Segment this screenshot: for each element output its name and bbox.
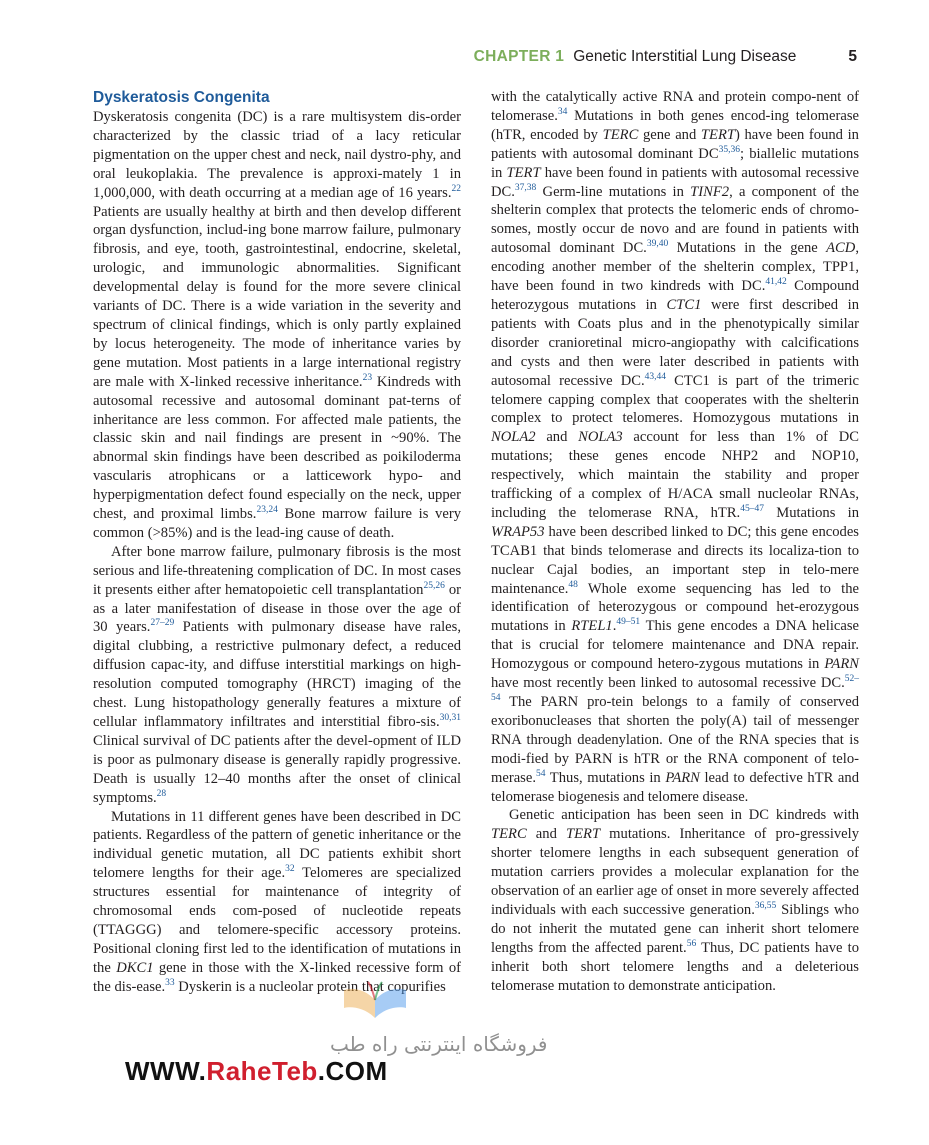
gene-name: TERT xyxy=(700,126,735,143)
watermark-prefix: WWW. xyxy=(125,1056,207,1086)
gene-name: TERT xyxy=(506,164,541,181)
citation-superscript: 32 xyxy=(285,864,295,875)
gene-name: TERC xyxy=(491,826,527,843)
book-logo-icon xyxy=(340,978,410,1024)
paragraph: Mutations in 11 different genes have been described in DC patients. Regardless of the pattern of genetic inheritance or the individual genetic mutation, all DC patients exhibit short telomere lengths for their age.$^{32}$ Telomeres are specialized structures essential for maintenance of integrity of chromosomal ends com-posed of nucleotide repeats (TTAGGG) and telomere-specific accessory proteins. Positional cloning first led to the identification of mutations in the DKC1 gene in those with the X-linked recessive form of the dis-ease.$^{33}$ Dyskerin is a nucleolar protein that copurifies xyxy=(93,808,462,995)
right-column xyxy=(491,88,859,996)
citation-superscript: 43,44 xyxy=(644,371,666,382)
gene-name: NOLA3 xyxy=(578,429,623,446)
citation-superscript: 49–51 xyxy=(616,617,641,628)
paragraph: Genetic anticipation has been seen in DC kindreds with TERC and TERT mutations. Inheritance of pro-gressively shorter telomere lengths in each subsequent generation of mutation carriers provides a molecular explanation for the observation of an earlier age of onset in more severely affected individuals with each successive generation.$^{36,55}$ Siblings who do not inherit the mutated gene can inherit short telomere lengths from the affected parent.$^{56}$ Thus, DC patients have to inherit both short telomere lengths and a deleterious telomerase mutation to demonstrate anticipation. xyxy=(491,807,860,994)
citation-superscript: 45–47 xyxy=(740,504,764,515)
citation-superscript: 36,55 xyxy=(754,901,777,912)
citation-superscript: 39,40 xyxy=(646,239,669,250)
citation-superscript: 41,42 xyxy=(765,277,787,288)
gene-name: WRAP53 xyxy=(491,523,545,540)
section-heading: Dyskeratosis Congenita xyxy=(93,89,270,106)
gene-name: CTC1 xyxy=(666,296,702,313)
gene-name: RTEL1 xyxy=(571,618,613,635)
watermark-suffix: .COM xyxy=(317,1056,388,1086)
chapter-title: Genetic Interstitial Lung Disease xyxy=(573,48,797,65)
watermark-persian: فروشگاه اینترنتی راه طب xyxy=(330,1032,548,1056)
running-header xyxy=(474,47,857,67)
watermark-accent: RaheTeb xyxy=(206,1056,318,1086)
gene-name: TERC xyxy=(602,126,639,143)
paragraph: After bone marrow failure, pulmonary fibrosis is the most serious and life-threatening complication of DC. In most cases it presents either after hematopoietic cell transplantation$^{25,26}$ or as a later manifestation of disease in those over the age of 30 years.$^{27-29}$ Patients with pulmonary disease have rales, digital clubbing, a restrictive pulmonary defect, a reduced diffusion capac-ity, and diffuse interstitial markings on high-resolution computed tomography (HRCT) imaging of the chest. Lung histopathology generally features a mixture of cellular inflammatory infiltrates and interstitial fibro-sis.$^{30,31}$ Clinical survival of DC patients after the devel-opment of ILD is poor as pulmonary disease is generally rapidly progressive. Death is usually 12–40 months after the onset of clinical symptoms.$^{28}$ xyxy=(93,543,462,806)
citation-superscript: 37,38 xyxy=(514,182,537,193)
gene-name: PARN xyxy=(824,656,859,673)
gene-name: TINF2 xyxy=(690,183,730,200)
citation-superscript: 23,24 xyxy=(256,505,278,516)
gene-name: DKC1 xyxy=(116,959,154,976)
paragraph: Dyskeratosis congenita (DC) is a rare multisystem dis-order characterized by the classic triad of a lacy reticular pigmentation on the upper chest and neck, nail dystro-phy, and oral leukoplakia. The prevalence is approxi-mately 1 in 1,000,000, with death occurring at a median age of 16 years.$^{22}$ Patients are usually healthy at birth and then develop different organ dysfunction, includ-ing bone marrow failure, pulmonary fibrosis, and eye, tooth, gastrointestinal, endocrine, skeletal, urologic, and immunologic abnormalities. Significant developmental delay is found for the more severe clinical variants of DC. There is a wide variation in the severity and spectrum of clinical findings, which is only partly explained by locus heterogeneity. The mode of inheritance varies by gene mutation. Most patients in a large international registry are male with X-linked recessive inheritance.$^{23}$ Kindreds with autosomal recessive and autosomal dominant pat-terns of inheritance are less common. For affected male patients, the classic skin and nail findings are present in ~90%. The abnormal skin findings have been described as poikiloderma vascularis atrophicans or a latticework hypo- and hyperpigmentation defect found especially on the neck, upper chest, and proximal limbs.$^{23,24}$ Bone marrow failure is very common (>85%) and is the lead-ing cause of death. xyxy=(93,109,461,541)
citation-superscript: 54 xyxy=(535,768,546,779)
citation-superscript: 25,26 xyxy=(423,580,445,591)
gene-name: NOLA2 xyxy=(491,429,536,446)
left-column xyxy=(93,88,461,997)
gene-name: ACD xyxy=(826,240,856,257)
citation-superscript: 28 xyxy=(156,788,167,799)
citation-superscript: 35,36 xyxy=(718,144,740,155)
citation-superscript: 33 xyxy=(165,977,175,988)
citation-superscript: 48 xyxy=(568,579,578,590)
citation-superscript: 30,31 xyxy=(439,713,461,724)
citation-superscript: 34 xyxy=(557,107,568,118)
paragraph: with the catalytically active RNA and protein compo-nent of telomerase.$^{34}$ Mutations in both genes encod-ing telomerase (hTR, encoded by TERC gene and TERT) have been found in patients with autosomal dominant DC$^{35,36}$; biallelic mutations in TERT have been found in patients with autosomal recessive DC.$^{37,38}$ Germ-line mutations in TINF2, a component of the shelterin complex that protects the telomeric ends of chromo-somes, mostly occur de novo and are found in patients with autosomal dominant DC.$^{39,40}$ Mutations in the gene ACD, encoding another member of the shelterin complex, TPP1, have been found in two kindreds with DC.$^{41,42}$ Compound heterozygous mutations in CTC1 were first described in patients with Coats plus and in the phenotypically similar disorder cranioretinal micro-angiopathy with calcifications and cysts and then were later described in patients with autosomal recessive DC.$^{43,44}$ CTC1 is part of the trimeric telomere capping complex that cooperates with the shelterin complex to protect telomeres. Homozygous mutations in NOLA2 and NOLA3 account for less than 1% of DC mutations; these genes encode NHP2 and NOP10, respectively, which maintain the stability and proper trafficking of a complex of H/ACA small nucleolar RNAs, including the telomerase RNA, hTR.$^{45-47}$ Mutations in WRAP53 have been described linked to DC; this gene encodes TCAB1 that binds telomerase and directs its localiza-tion to nuclear Cajal bodies, an important step in telo-mere maintenance.$^{48}$ Whole exome sequencing has led to the identification of heterozygous or compound het-erozygous mutations in RTEL1.$^{49-51}$ This gene encodes a DNA helicase that is crucial for telomere maintenance and DNA repair. Homozygous or compound hetero-zygous mutations in PARN have most recently been linked to autosomal recessive DC.$^{52-54}$ The PARN pro-tein belongs to a family of conserved exoribonucleases that shorten the poly(A) tail of messenger RNA through deadenylation. One of the RNA species that is modi-fied by PARN is hTR or the RNA component of telo-merase.$^{54}$ Thus, mutations in PARN lead to defective hTR and telomerase biogenesis and telomere disease. xyxy=(491,89,860,805)
page-number: 5 xyxy=(848,48,857,65)
citation-superscript: 22 xyxy=(451,183,461,194)
gene-name: TERT xyxy=(566,826,601,843)
gene-name: PARN xyxy=(665,769,700,786)
citation-superscript: 52–54 xyxy=(491,674,859,704)
citation-superscript: 27–29 xyxy=(150,618,175,629)
watermark xyxy=(125,1056,388,1087)
chapter-label: CHAPTER 1 xyxy=(473,48,565,65)
citation-superscript: 23 xyxy=(362,372,373,383)
citation-superscript: 56 xyxy=(686,938,697,949)
